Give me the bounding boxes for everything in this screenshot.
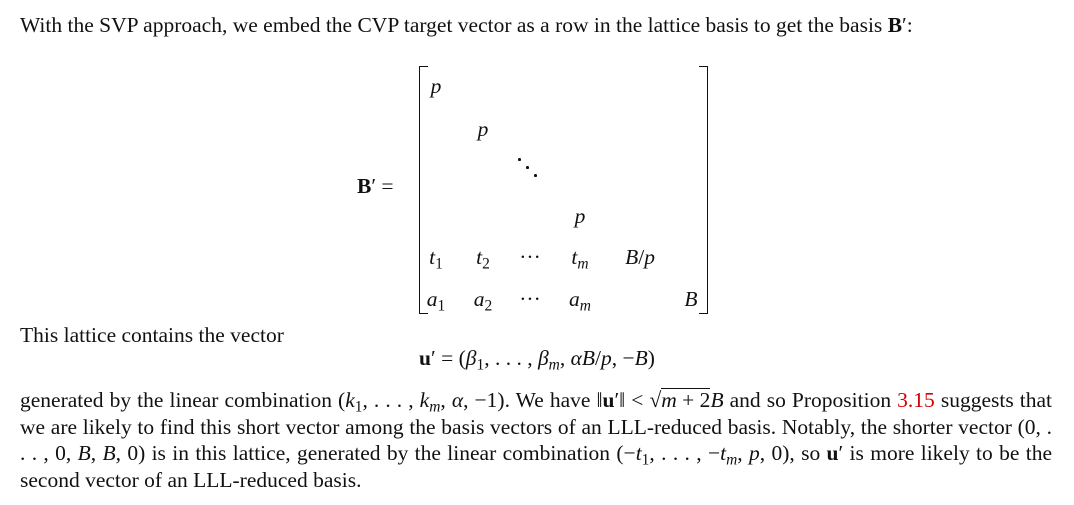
matrix-cell-a1: $a_1$ <box>426 287 446 315</box>
proposition-paragraph: generated by the linear combination ($k_1$, . . . , $k_m$, α, −1). We have ‖u′‖ < √m + 2B and so Proposition 3.15 suggests that we are likely to find this short vector among the basis vectors of an LLL-reduced basis. Notably, the shorter vector (0, . . . , 0, B, B, 0) is in this lattice, generated by the linear combination ($-t_1$, . . . , $-t_m$, p, 0), so u′ is more likely to be the second vector of an LLL-reduced basis. <box>20 388 1052 492</box>
matrix-left-bracket <box>419 66 428 314</box>
basis-prime: ′: <box>902 13 913 37</box>
matrix-cell-tdots: ··· <box>519 245 541 269</box>
matrix-right-bracket <box>699 66 708 314</box>
intro-text: With the SVP approach, we embed the CVP target vector as a row in the lattice basis to get the basis <box>20 13 883 37</box>
lattice-text: This lattice contains the vector <box>20 323 284 347</box>
matrix-cell-adots: ··· <box>519 287 541 311</box>
matrix-ddots <box>516 155 540 181</box>
matrix-cell-bp: B/p <box>625 245 655 269</box>
matrix-label: B′ = <box>357 174 394 198</box>
proposition-ref-link[interactable]: 3.15 <box>897 388 935 412</box>
matrix-cell-p2: p <box>477 117 489 141</box>
matrix-cell-am: $a_m$ <box>569 287 591 315</box>
matrix-cell-tm: $t_m$ <box>571 245 589 273</box>
lattice-paragraph <box>20 322 1052 349</box>
intro-paragraph <box>20 12 1052 39</box>
basis-symbol: B <box>887 13 903 37</box>
matrix-cell-t1: $t_1$ <box>429 245 443 273</box>
matrix-cell-p1: p <box>430 74 442 98</box>
matrix-cell-b: B <box>684 287 698 311</box>
equation-u-prime: $u' = (\beta_1$, . . . , $\beta_m$, αB/p, −B) <box>419 346 655 374</box>
matrix-cell-t2: $t_2$ <box>476 245 490 273</box>
matrix-cell-p3: p <box>574 204 586 228</box>
matrix-cell-a2: $a_2$ <box>473 287 493 315</box>
